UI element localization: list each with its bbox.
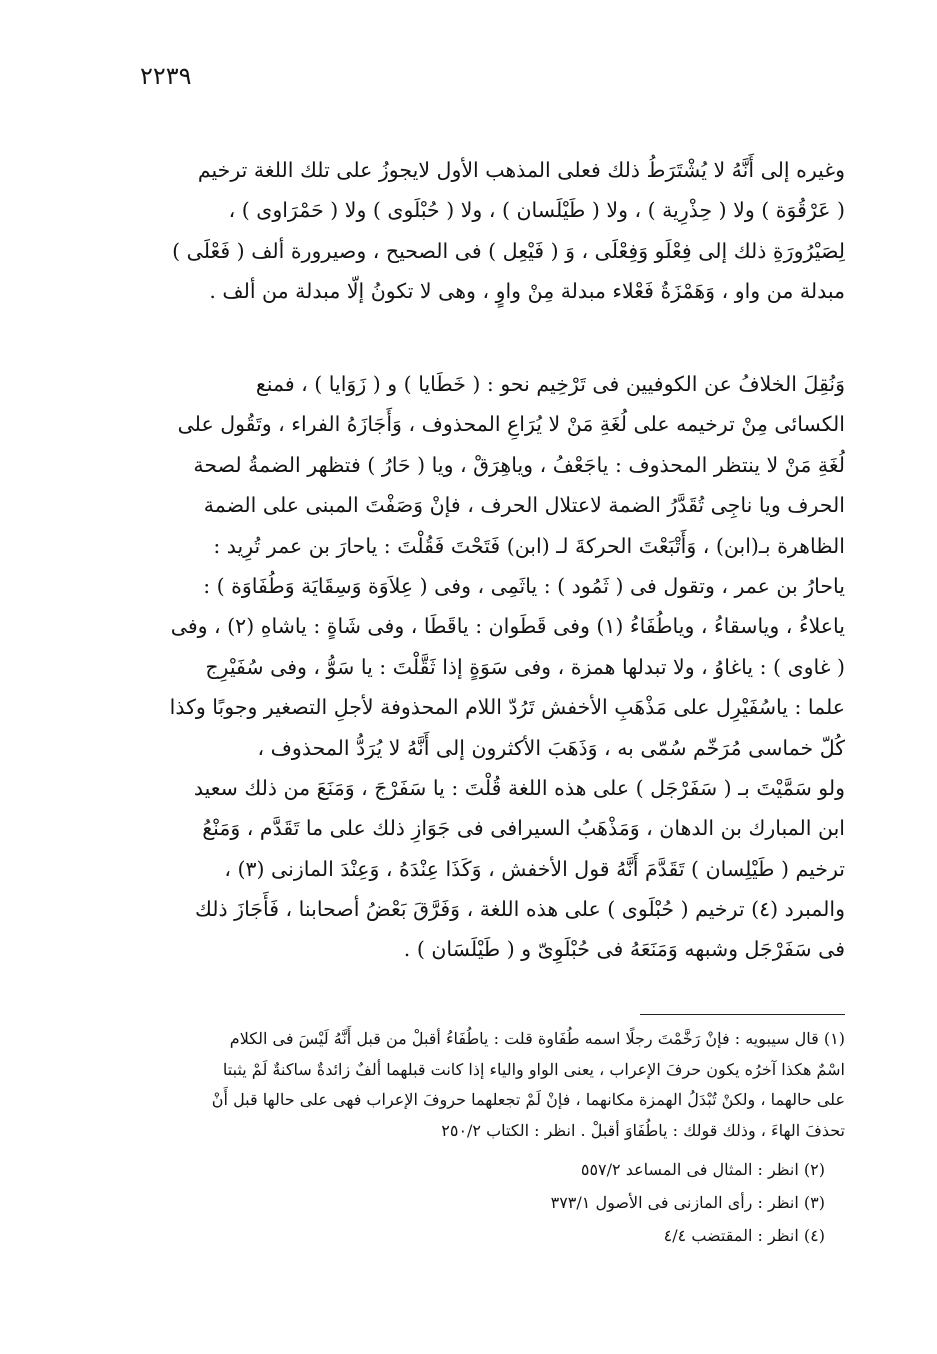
text-line: الكسائى مِنْ ترخيمه على لُغَةِ مَنْ لا يُرَاعِ المحذوف ، وَأَجَازَهُ الفراء ، وتَقُول على (177, 412, 845, 437)
text-line: لِصَيْرُورَةِ ذلك إلى فِعْلَو وَفِعْلَى ، وَ ( فَيْعِل ) فى الصحيح ، وصيرورة ألف ( فَعْلَى ) (172, 238, 845, 263)
text-line: علما : ياسُفَيْرِل على مَذْهَبِ الأخفش تَرُدّ اللام المحذوفة لأجلِ التصغير وجوبًا وكذا (169, 695, 845, 720)
text-line: مبدلة من واو ، وَهَمْزَةُ فَعْلاء مبدلة مِنْ واوٍ ، وهى لا تكونُ إلّا مبدلة من ألف . (209, 279, 845, 304)
footnote-divider (640, 1014, 845, 1015)
body-paragraph-1 (130, 150, 845, 312)
footnote-3: (٣) انظر : رأى المازنى فى الأصول ٣٧٣/١ (550, 1193, 825, 1212)
text-line: ولو سَمَّيْتَ بـ ( سَفَرْجَل ) على هذه اللغة قُلْتَ : يا سَفَرْجَ ، وَمَنَعَ من ذلك سعيد (193, 775, 845, 800)
body-paragraph-2 (130, 364, 845, 970)
footnote-line: تحذفَ الهاءَ ، وذلك قولك : ياطُفَاوَ أقبلْ . انظر : الكتاب ٢٥٠/٢ (441, 1120, 845, 1140)
text-line: والمبرد (٤) ترخيم ( حُبْلَوى ) على هذه اللغة ، وَفَرَّقَ بَعْضُ أصحابنا ، فَأَجَازَ ذلك (195, 897, 845, 922)
text-line: فى سَفَرْجَل وشبهه وَمَنَعَهُ فى حُبْلَوِىّ و ( طَيْلَسَان ) . (403, 937, 845, 962)
text-line: ( غاوى ) : ياغاوُ ، ولا تبدلها همزة ، وفى سَوَةٍ إذا ثَقَّلْتَ : يا سَوُّ ، وفى سُفَيْرِج (205, 654, 845, 679)
text-line: الظاهرة بـ(ابن) ، وَأَتْبَعْتَ الحركةَ لـ (ابن) فَتَحْتَ فَقُلْتَ : ياحارَ بن عمر تُرِيد : (213, 533, 845, 558)
text-line: الحرف ويا ناجِى تُقَدَّرُ الضمة لاعتلال الحرف ، فإنْ وَصَفْتَ المبنى على الضمة (203, 493, 845, 518)
footnote-4: (٤) انظر : المقتضب ٤/٤ (663, 1226, 825, 1245)
footnote-line: اسْمٌ هكذا آخرُه يكون حرفَ الإعراب ، يعنى الواو والياء إذا كانت قبلهما ألفٌ زائدةٌ ساكنةٌ لَمْ يثبتا (222, 1059, 845, 1079)
text-line: وَنُقِلَ الخلافُ عن الكوفيين فى تَرْخِيم نحو : ( خَطَايا ) و ( زَوَايا ) ، فمنع (255, 372, 845, 396)
footnote-2: (٢) انظر : المثال فى المساعد ٥٥٧/٢ (580, 1160, 825, 1179)
text-line: ( عَرْقُوَة ) ولا ( حِذْرِية ) ، ولا ( طَيْلَسان ) ، ولا ( حُبْلَوى ) ولا ( حَمْرَاوى ) ، (228, 198, 845, 223)
page-number: ٢٢٣٩ (140, 62, 192, 90)
text-line: وغيره إلى أَنَّهُ لا يُشْتَرَطُ ذلك فعلى المذهب الأول لايجوزُ على تلك اللغة ترخيم (197, 158, 845, 182)
text-line: ياعلاءُ ، وياسقاءُ ، وياطُفَاءُ (١) وفى قَطَوان : ياقَطَا ، وفى شَاةٍ : ياشاهِ (٢) ، وفى (170, 614, 845, 639)
footnote-spacer (130, 1146, 845, 1153)
text-line: كُلّ خماسى مُرَخّم سُمّى به ، وَذَهَبَ الأكثرون إلى أَنَّهُ لا يُرَدُّ المحذوف ، (257, 735, 845, 760)
footnote-line: (١) قال سيبويه : فإنْ رَخَّمْتَ رجلًا اسمه طُفَاوة قلت : ياطُفَاءُ أقبلْ من قبل أَنَّهُ لَيْسَ فى الكلام (229, 1029, 845, 1048)
footnote-1 (130, 1024, 845, 1146)
text-line: ترخيم ( طَيْلِسان ) تَقَدَّمَ أَنَّهُ قول الأخفش ، وَكَذَا عِنْدَهُ ، وَعِنْدَ المازنى (٣) ، (224, 856, 845, 881)
text-line: ياحارُ بن عمر ، وتقول فى ( ثَمُود ) : ياثَمِى ، وفى ( عِلاَوَة وَسِقَايَة وَطُفَاوَة ) : (203, 573, 845, 598)
footnotes-section (130, 1024, 845, 1252)
text-line: لُغَةِ مَنْ لا ينتظر المحذوف : ياجَعْفُ ، وياهِرَقْ ، ويا ( حَارُ ) فتظهر الضمةُ لصحة (193, 452, 845, 477)
footnote-line: على حالهما ، ولكنْ تُبْدَلُ الهمزة مكانهما ، فإنْ لَمْ تجعلهما حروفَ الإعراب فهى على حالها قبل أَنْ (211, 1090, 845, 1109)
text-line: ابن المبارك بن الدهان ، وَمَذْهَبُ السيرافى فى جَوَازِ ذلك على ما تَقَدَّم ، وَمَنْعُ (202, 816, 845, 841)
